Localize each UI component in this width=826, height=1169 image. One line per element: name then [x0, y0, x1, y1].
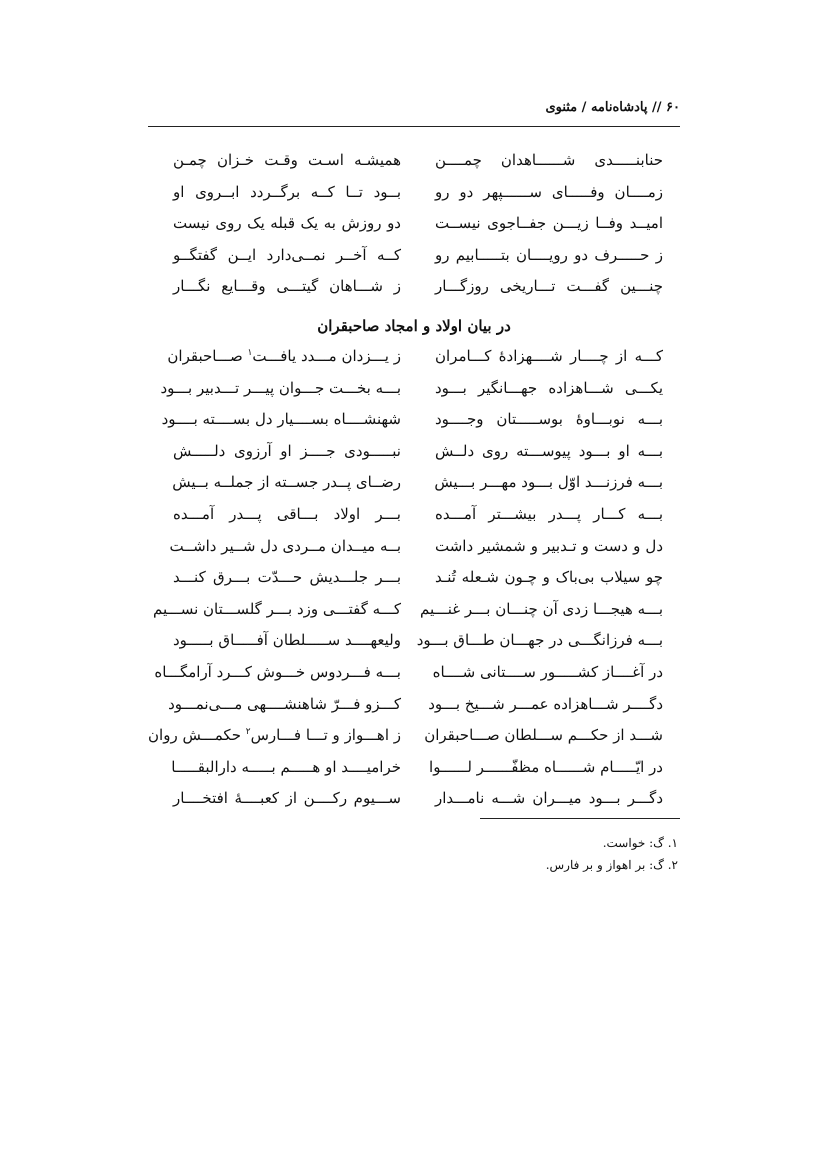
- hemistich-second: کــه آخــر نمــی‌دارد ایــن گفتگــو: [173, 245, 401, 264]
- verse-line: [148, 145, 680, 177]
- verse-line: [148, 625, 680, 657]
- verse-line: [148, 562, 680, 594]
- verse-line: [148, 531, 680, 563]
- verse-line: [148, 404, 680, 436]
- footnote-1: ۱. گ: خواست.: [602, 836, 678, 850]
- verse-block-2: [148, 341, 680, 815]
- hemistich-second: [167, 341, 401, 373]
- hemistich-first: امیــد وفــا زیـــن جفــاجوی نیســت: [435, 214, 663, 233]
- verse-line: [148, 689, 680, 721]
- hemistich-first: چنـــین گفـــت تـــاریخی روزگـــار: [435, 277, 663, 296]
- verse-line: [148, 783, 680, 815]
- hemistich-text: ز یـــزدان مـــدد یافـــت: [252, 347, 401, 365]
- hemistich-first: چو سیلاب بی‌باک و چـون شـعله تُنـد: [435, 568, 663, 587]
- hemistich-first: حنابنـــــدی شــــــاهدان چمــــن: [435, 151, 663, 169]
- verse-line: [148, 499, 680, 531]
- hemistich-second: بـــه بخـــت جـــوان پیـــر تـــدبیر بـــود: [160, 378, 401, 397]
- hemistich-second: بـــه فـــردوس خـــوش کـــرد آرامگـــاه: [154, 662, 401, 681]
- hemistich-second: بـــر اولاد بـــاقی پـــدر آمـــده: [173, 504, 401, 523]
- hemistich-first: زمــــان وفـــــای ســــــپهر دو رو: [435, 182, 663, 201]
- hemistich-first: ز حـــــرف دو رویــــان بتـــــابیم رو: [435, 245, 663, 264]
- hemistich-second: کـــزو فـــرّ شاهنشــــهی مـــی‌نمـــود: [168, 694, 401, 713]
- hemistich-first: دگـــر بـــود میـــران شـــه نامـــدار: [435, 789, 663, 808]
- hemistich-first: بـــه فرزانگـــی در جهـــان طـــاق بـــود: [416, 631, 663, 650]
- header-divider: [148, 126, 680, 127]
- hemistich-second: بــود تــا کــه برگــردد ابــروی او: [173, 182, 401, 201]
- verse-line: [148, 240, 680, 272]
- hemistich-first: بـــه هیجـــا زدی آن چنـــان بـــر غنـــیم: [420, 599, 663, 618]
- hemistich-first: کـــه از چــــار شــــهزادهٔ کـــامران: [435, 347, 663, 365]
- footnote-marker: ۱: [247, 348, 253, 358]
- verse-line: [148, 341, 680, 373]
- running-header-text: ۶۰ // پادشاه‌نامه / مثنوی: [545, 100, 680, 115]
- hemistich-first: بـــه او بـــود پیوســـته روی دلــش: [435, 441, 663, 460]
- verse-line: [148, 657, 680, 689]
- verse-block-1: [148, 145, 680, 303]
- hemistich-second: ســـیوم رکــــن از کعبــــهٔ افتخــــار: [173, 789, 401, 808]
- hemistich-second: بـــر جلـــدیش حـــدّت بـــرق کنـــد: [173, 568, 401, 587]
- verse-line: [148, 720, 680, 752]
- section-title: در بیان اولاد و امجاد صاحبقران: [317, 317, 511, 335]
- hemistich-first: دگــــر شـــاهزاده عمـــر شـــیخ بـــود: [428, 694, 663, 713]
- verse-line: [148, 436, 680, 468]
- hemistich-first: بـــه کـــار پـــدر بیشـــتر آمـــده: [435, 504, 663, 523]
- hemistich-first: شـــد از حکـــم ســـلطان صـــاحبقران: [424, 726, 663, 745]
- hemistich-second: ولیعهــــد ســـــلطان آفـــــاق بـــــود: [173, 631, 401, 650]
- hemistich-first: یکـــی شـــاهزاده جهـــانگیر بـــود: [435, 378, 663, 397]
- footnote-divider: [480, 818, 680, 819]
- hemistich-first: در آغــــاز کشـــــور ســــتانی شــــاه: [432, 662, 663, 681]
- hemistich-second: کـــه گفتـــی وزد بـــر گلســـتان نســـیم: [153, 599, 401, 618]
- verse-line: [148, 467, 680, 499]
- hemistich-second: شهنشــــاه بســــیار دل بســــته بــــود: [161, 410, 401, 429]
- footnotes: [148, 832, 680, 876]
- hemistich-first: دل و دست و تـدبیر و شمشیر داشت: [435, 536, 663, 555]
- verse-line: [148, 373, 680, 405]
- verse-line: [148, 208, 680, 240]
- hemistich-second: همیشـه اسـت وقـت خـزان چمـن: [173, 151, 401, 169]
- hemistich-text: ز اهـــواز و تـــا فـــارس: [250, 726, 401, 745]
- footnote-2: ۲. گ: بر اهواز و بر فارس.: [545, 858, 678, 872]
- hemistich-second: خرامیــــد او هـــــم بـــــه دارالبقـــــا: [171, 757, 401, 776]
- verse-line: [148, 594, 680, 626]
- hemistich-second: رضــای پــدر جســته از جملــه بــیش: [172, 473, 401, 492]
- hemistich-text: صـــاحبقران: [167, 347, 248, 365]
- hemistich-second: [148, 720, 401, 752]
- verse-line: [148, 752, 680, 784]
- hemistich-second: ز شـــاهان گیتـــی وقـــایع نگـــار: [173, 277, 401, 296]
- hemistich-first: بـــه فرزنـــد اوّل بـــود مهـــر بـــیش: [434, 473, 663, 492]
- running-header: [148, 100, 680, 124]
- hemistich-second: دو روزش به یک قبله یک روی نیست: [173, 214, 401, 233]
- hemistich-first: در ایّـــــام شــــــاه مظفّــــــر لــــــوا: [429, 757, 663, 776]
- verse-line: [148, 177, 680, 209]
- hemistich-second: بــه میــدان مــردی دل شــیر داشــت: [169, 536, 401, 555]
- verse-line: [148, 271, 680, 303]
- hemistich-first: بـــه نوبـــاوهٔ بوســـــتان وجــــود: [435, 410, 663, 429]
- hemistich-second: نبـــــودی جــــز او آرزوی دلـــــش: [173, 441, 401, 460]
- footnote-marker: ۲: [245, 727, 251, 738]
- hemistich-text: حکمـــش روان: [148, 726, 246, 745]
